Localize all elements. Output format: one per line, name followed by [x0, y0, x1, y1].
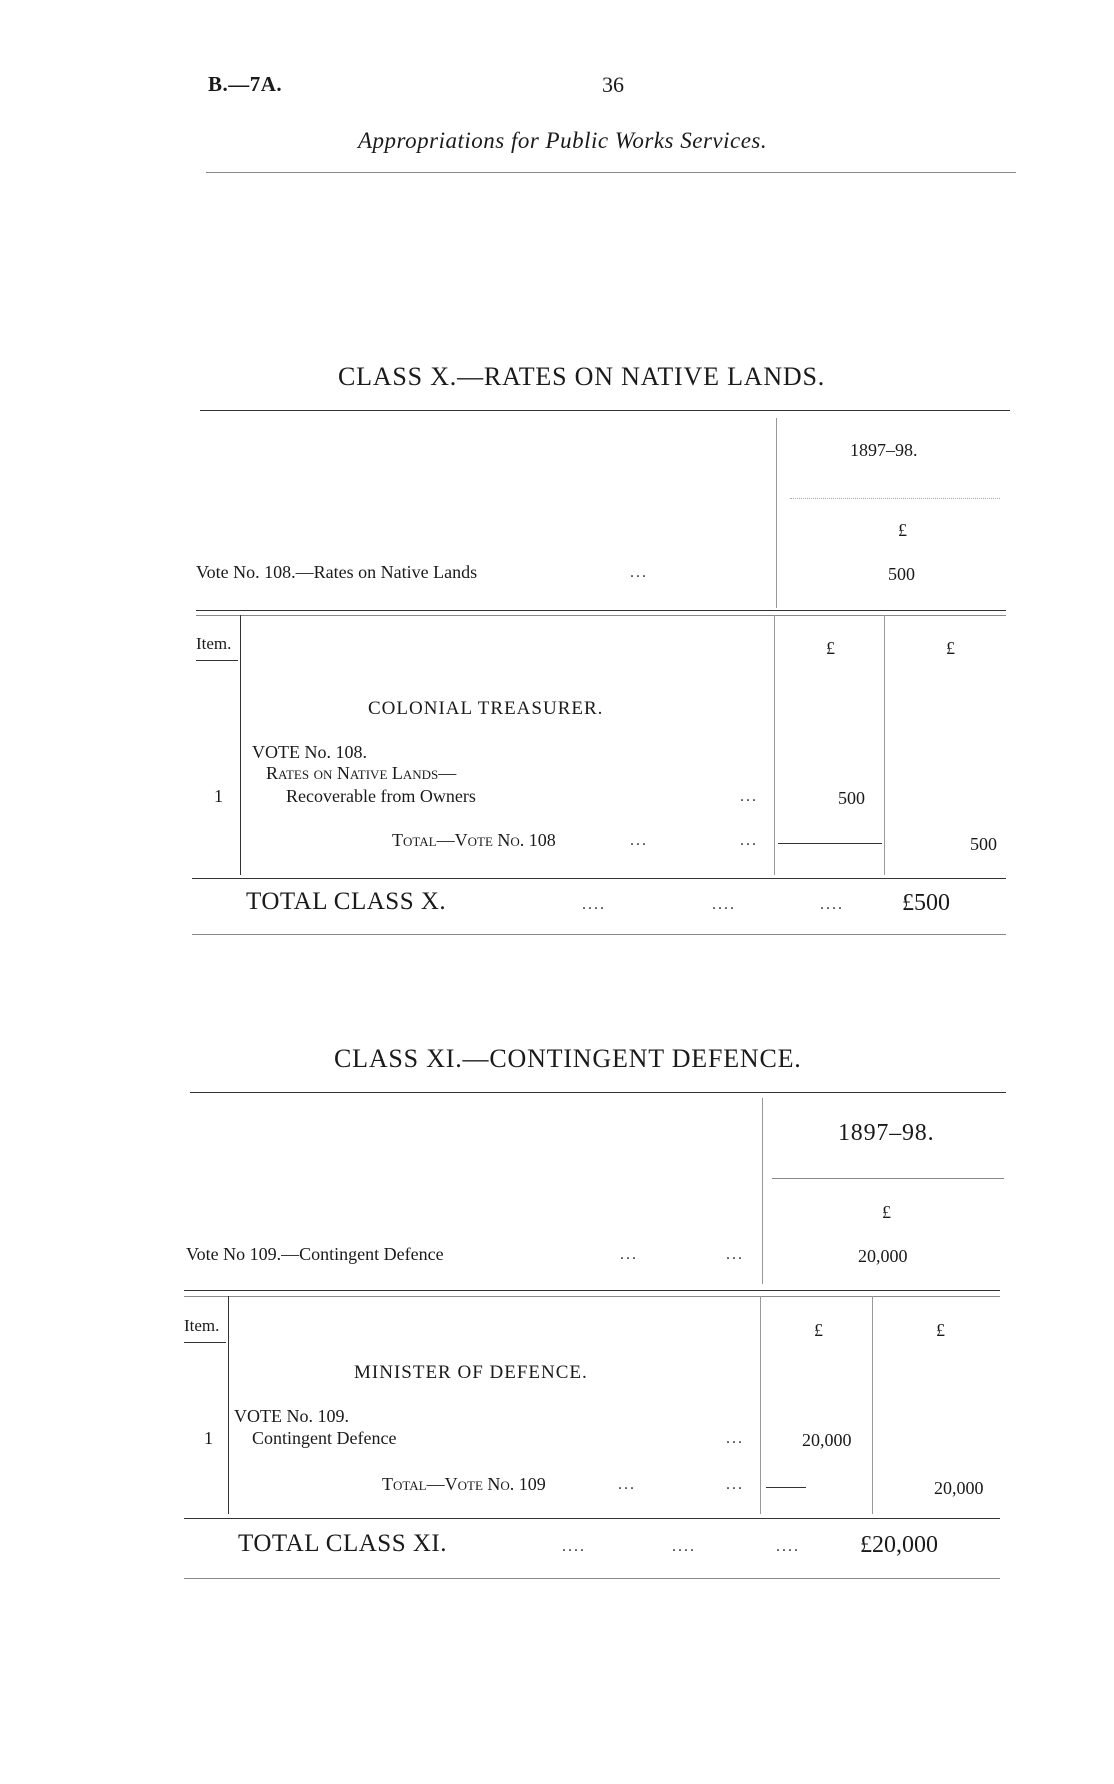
total-class-label: TOTAL CLASS XI. [238, 1530, 447, 1557]
leader-dots: .... [672, 1538, 696, 1555]
total-class-amount: £20,000 [860, 1532, 938, 1558]
leader-dots: ... [630, 832, 648, 849]
leader-dots: ... [726, 1430, 744, 1447]
class-x-title: CLASS X.—RATES ON NATIVE LANDS. [338, 362, 826, 391]
item-amount: 500 [838, 788, 865, 808]
vote-heading: VOTE No. 109. [234, 1406, 349, 1426]
page-subtitle: Appropriations for Public Works Services. [358, 128, 768, 153]
total-class-amount: £500 [902, 890, 950, 916]
item-description: Recoverable from Owners [286, 786, 476, 806]
currency-symbol: £ [936, 1320, 945, 1340]
leader-dots: .... [776, 1538, 800, 1555]
department-heading: COLONIAL TREASURER. [368, 698, 604, 719]
rule [184, 1342, 226, 1343]
total-vote-label: Total—Vote No. 108 [392, 830, 556, 850]
item-number: 1 [204, 1428, 213, 1448]
total-vote-amount: 500 [970, 834, 997, 854]
currency-symbol: £ [826, 638, 835, 658]
vote-amount: 500 [888, 564, 915, 584]
class-xi-title: CLASS XI.—CONTINGENT DEFENCE. [334, 1044, 802, 1073]
leader-dots: .... [562, 1538, 586, 1555]
rule [184, 1578, 1000, 1579]
header-rule [206, 172, 1016, 173]
item-column-label: Item. [184, 1316, 220, 1335]
leader-dots: ... [620, 1246, 638, 1263]
total-vote-amount: 20,000 [934, 1478, 984, 1498]
vote-line: Vote No. 108.—Rates on Native Lands [196, 562, 478, 582]
rule [766, 1487, 806, 1488]
vote-amount: 20,000 [858, 1246, 908, 1266]
leader-dots: ... [740, 832, 758, 849]
column-divider [760, 1296, 761, 1514]
column-divider [776, 418, 777, 608]
leader-dots: .... [712, 896, 736, 913]
rule [790, 498, 1000, 499]
rule [192, 878, 1006, 879]
document-reference: B.—7A. [208, 72, 283, 96]
currency-symbol: £ [898, 520, 907, 540]
total-class-label: TOTAL CLASS X. [246, 888, 447, 915]
column-divider [228, 1296, 229, 1514]
rule [778, 843, 882, 844]
rule [772, 1178, 1004, 1179]
leader-dots: .... [820, 896, 844, 913]
rule [196, 660, 238, 661]
currency-symbol: £ [946, 638, 955, 658]
rule [200, 410, 1010, 411]
column-divider [774, 615, 775, 875]
item-column-label: Item. [196, 634, 232, 653]
leader-dots: ... [726, 1476, 744, 1493]
rule [192, 934, 1006, 935]
item-amount: 20,000 [802, 1430, 852, 1450]
rule [184, 1518, 1000, 1519]
year-header: 1897–98. [838, 1120, 935, 1146]
column-divider [884, 615, 885, 875]
page-number: 36 [602, 72, 624, 97]
leader-dots: ... [630, 564, 648, 581]
vote-subheading: Rates on Native Lands— [266, 763, 457, 783]
rule [184, 1296, 1000, 1297]
item-number: 1 [214, 786, 223, 806]
currency-symbol: £ [814, 1320, 823, 1340]
total-vote-label: Total—Vote No. 109 [382, 1474, 546, 1494]
column-divider [240, 615, 241, 875]
column-divider [872, 1296, 873, 1514]
leader-dots: ... [618, 1476, 636, 1493]
leader-dots: ... [726, 1246, 744, 1263]
column-divider [762, 1098, 763, 1284]
department-heading: MINISTER OF DEFENCE. [354, 1362, 588, 1383]
leader-dots: .... [582, 896, 606, 913]
vote-heading: VOTE No. 108. [252, 742, 367, 762]
rule [196, 610, 1006, 611]
vote-line: Vote No 109.—Contingent Defence [186, 1244, 444, 1264]
year-header: 1897–98. [850, 440, 918, 460]
rule [190, 1092, 1006, 1093]
item-description: Contingent Defence [252, 1428, 397, 1448]
leader-dots: ... [740, 788, 758, 805]
rule [184, 1290, 1000, 1291]
currency-symbol: £ [882, 1202, 891, 1222]
